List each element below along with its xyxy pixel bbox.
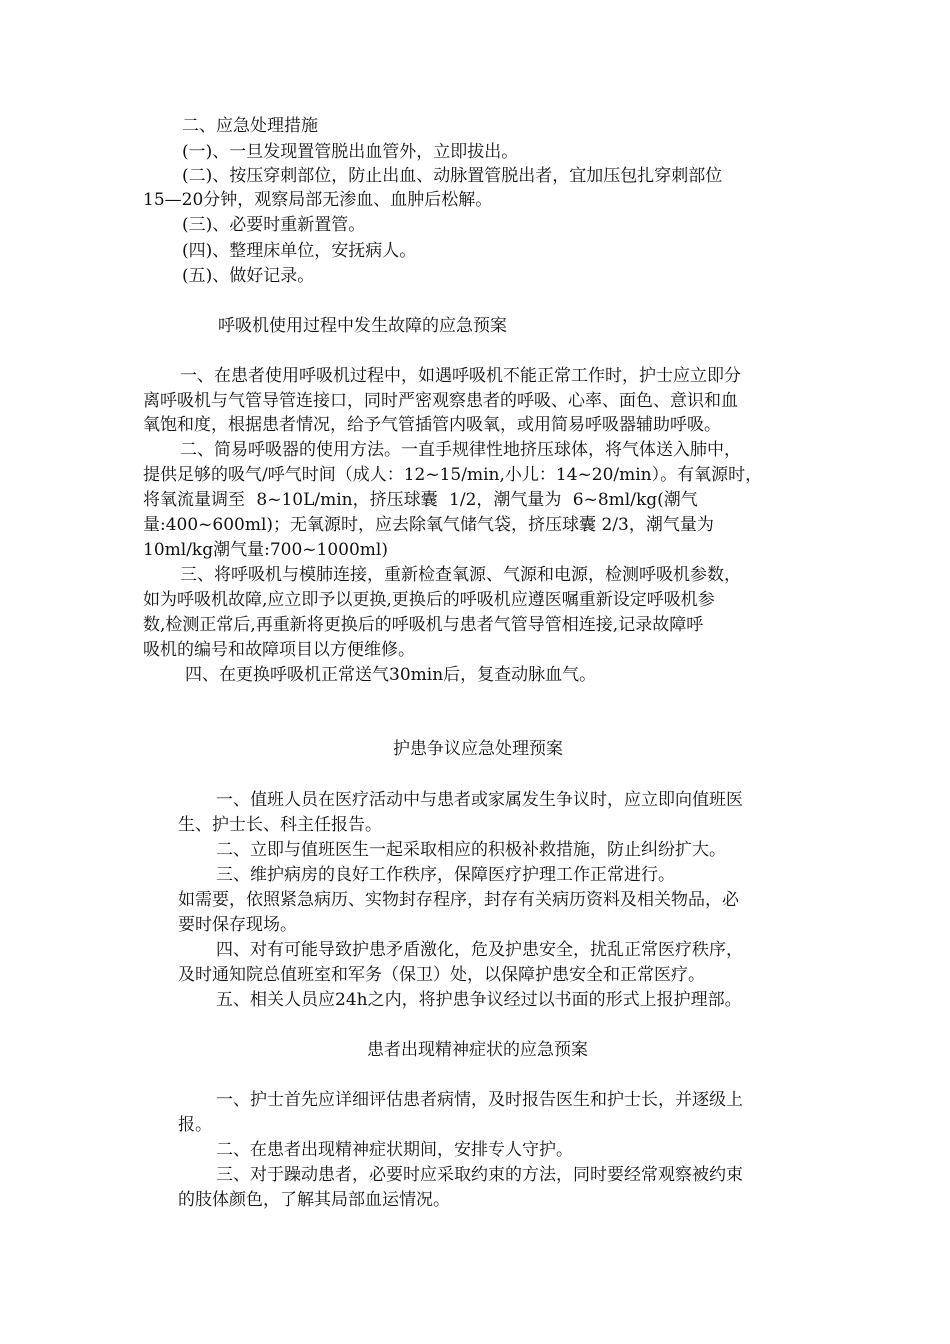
paragraph-line: 三、维护病房的良好工作秩序，保障医疗护理工作正常进行。 bbox=[216, 865, 675, 885]
paragraph-line: 报。 bbox=[178, 1115, 212, 1135]
paragraph-line: 三、对于躁动患者，必要时应采取约束的方法，同时要经常观察被约束 bbox=[216, 1165, 743, 1185]
paragraph-line: (三)、必要时重新置管。 bbox=[182, 215, 366, 235]
paragraph-line: (四)、整理床单位，安抚病人。 bbox=[182, 241, 417, 261]
paragraph-line: 二、立即与值班医生一起采取相应的积极补救措施，防止纠纷扩大。 bbox=[216, 840, 726, 860]
paragraph-line: 吸机的编号和故障项目以方便维修。 bbox=[143, 640, 415, 660]
paragraph-line: 离呼吸机与气管导管连接口，同时严密观察患者的呼吸、心率、面色、意识和血 bbox=[143, 391, 738, 411]
section-title: 护患争议应急处理预案 bbox=[393, 739, 563, 759]
paragraph-line: 生、护士长、科主任报告。 bbox=[178, 815, 382, 835]
paragraph-line: 五、相关人员应24h之内，将护患争议经过以书面的形式上报护理部。 bbox=[216, 990, 742, 1010]
paragraph-line: 三、将呼吸机与模肺连接，重新检查氧源、气源和电源，检测呼吸机参数， bbox=[180, 565, 741, 585]
paragraph-line: 氧饱和度，根据患者情况，给予气管插管内吸氧，或用简易呼吸器辅助呼吸。 bbox=[143, 415, 721, 435]
paragraph-line: 的肢体颜色，了解其局部血运情况。 bbox=[178, 1190, 450, 1210]
paragraph-line: 及时通知院总值班室和军务（保卫）处，以保障护患安全和正常医疗。 bbox=[178, 965, 705, 985]
paragraph-line: 将氧流量调至 8~10L/min，挤压球囊 1/2，潮气量为 6~8ml/kg(潮气 bbox=[143, 490, 698, 510]
paragraph-line: (一)、一旦发现置管脱出血管外，立即拔出。 bbox=[182, 142, 519, 162]
paragraph-line: 四、在更换呼吸机正常送气30min后，复查动脉血气。 bbox=[185, 665, 597, 685]
paragraph-line: 二、在患者出现精神症状期间，安排专人守护。 bbox=[216, 1140, 573, 1160]
paragraph-line: 二、简易呼吸器的使用方法。一直手规律性地挤压球体，将气体送入肺中， bbox=[180, 440, 741, 460]
paragraph-line: 15—20分钟，观察局部无渗血、血肿后松解。 bbox=[143, 190, 493, 210]
paragraph-line: 一、值班人员在医疗活动中与患者或家属发生争议时，应立即向值班医 bbox=[216, 790, 743, 810]
section-title: 呼吸机使用过程中发生故障的应急预案 bbox=[218, 316, 507, 336]
paragraph-line: 一、在患者使用呼吸机过程中，如遇呼吸机不能正常工作时，护士应立即分 bbox=[180, 366, 741, 386]
paragraph-line: 一、护士首先应详细评估患者病情，及时报告医生和护士长，并逐级上 bbox=[216, 1090, 743, 1110]
paragraph-line: 四、对有可能导致护患矛盾激化，危及护患安全，扰乱正常医疗秩序， bbox=[216, 940, 743, 960]
section-heading: 二、应急处理措施 bbox=[182, 116, 318, 136]
paragraph-line: 提供足够的吸气/呼气时间（成人：12~15/min,小儿：14~20/min）。有氧源时， bbox=[143, 465, 763, 485]
section-title: 患者出现精神症状的应急预案 bbox=[367, 1040, 588, 1060]
paragraph-line: 10ml/kg潮气量:700~1000ml) bbox=[143, 540, 388, 560]
paragraph-line: (二)、按压穿刺部位，防止出血、动脉置管脱出者，宜加压包扎穿刺部位 bbox=[182, 166, 723, 186]
paragraph-line: 如需要，依照紧急病历、实物封存程序，封存有关病历资料及相关物品，必 bbox=[178, 890, 739, 910]
paragraph-line: 量:400~600ml)；无氧源时，应去除氧气储气袋，挤压球囊 2/3，潮气量为 bbox=[143, 515, 714, 535]
paragraph-line: 数,检测正常后,再重新将更换后的呼吸机与患者气管导管相连接,记录故障呼 bbox=[143, 615, 704, 635]
paragraph-line: (五)、做好记录。 bbox=[182, 266, 315, 286]
paragraph-line: 如为呼吸机故障,应立即予以更换,更换后的呼吸机应遵医嘱重新设定呼吸机参 bbox=[143, 590, 715, 610]
paragraph-line: 要时保存现场。 bbox=[178, 915, 297, 935]
